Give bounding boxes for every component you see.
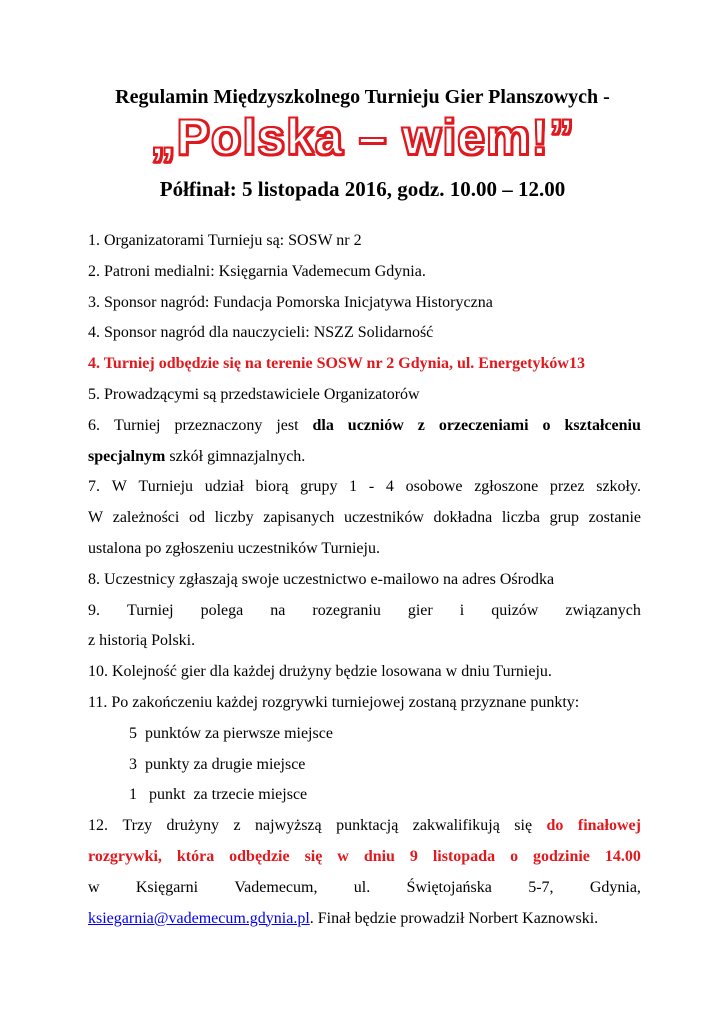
word: się bbox=[514, 817, 533, 835]
word: osobowe bbox=[405, 478, 463, 496]
word: Księgarni bbox=[135, 878, 199, 896]
word: 9 bbox=[409, 847, 418, 865]
rule-groups-line2 bbox=[88, 503, 641, 534]
word: przez bbox=[549, 478, 585, 496]
word: z bbox=[417, 416, 425, 434]
word: W bbox=[111, 478, 127, 496]
word: najwyższą bbox=[255, 817, 322, 835]
word: zostanie bbox=[588, 509, 641, 527]
rule-organizers: 1. Organizatorami Turnieju są: SOSW nr 2 bbox=[88, 232, 362, 249]
rule-final-line3 bbox=[88, 873, 641, 904]
word: kształceniu bbox=[564, 416, 641, 434]
page-title: Regulamin Międzyszkolnego Turnieju Gier Planszowych - bbox=[115, 86, 610, 108]
rule-venue-text: Turniej odbędzie się na terenie SOSW nr 2 Gdynia, ul. Energetyków13 bbox=[103, 355, 585, 373]
word: punktacją bbox=[336, 817, 399, 835]
word: w bbox=[88, 878, 100, 896]
word: zależności bbox=[112, 509, 180, 527]
word: ul. bbox=[353, 878, 371, 896]
word: odbędzie bbox=[229, 847, 290, 865]
rule-prize-sponsor: 3. Sponsor nagród: Fundacja Pomorska Inicjatywa Historyczna bbox=[88, 293, 493, 311]
word: dokładna bbox=[433, 509, 493, 527]
word: związanych bbox=[565, 601, 641, 619]
word: o bbox=[510, 847, 519, 865]
word: Turniej bbox=[127, 601, 174, 619]
points-second-place: 3 punkty za drugie miejsce bbox=[129, 755, 306, 773]
rule-groups-line3: ustalona po zgłoszeniu uczestników Turnieju. bbox=[88, 539, 380, 557]
rule-audience-bold: specjalnym bbox=[88, 447, 166, 465]
word: rozgrywki, bbox=[88, 847, 162, 865]
bookstore-email-link[interactable]: ksiegarnia@vademecum.gdynia.pl bbox=[88, 909, 310, 927]
rule-order: 10. Kolejność gier dla każdej drużyny będzie losowana w dniu Turnieju. bbox=[88, 663, 552, 681]
word: 7. bbox=[88, 478, 100, 496]
word: grupy bbox=[300, 478, 338, 496]
word: Świętojańska bbox=[406, 878, 492, 896]
rule-registration: 8. Uczestnicy zgłaszają swoje uczestnictwo e-mailowo na adres Ośrodka bbox=[88, 570, 555, 588]
word: jest bbox=[276, 416, 299, 434]
word: 5-7, bbox=[528, 878, 554, 896]
word: godzinie bbox=[533, 847, 590, 865]
rule-venue-number: 4. bbox=[88, 355, 104, 373]
slogan-wordart: „Polska – wiem!” bbox=[150, 109, 575, 165]
word: - bbox=[368, 478, 375, 496]
word: 14.00 bbox=[604, 847, 641, 865]
word: Trzy bbox=[122, 817, 153, 835]
word: 4 bbox=[385, 478, 394, 496]
rule-venue bbox=[88, 349, 641, 380]
word: rozegraniu bbox=[312, 601, 381, 619]
rule-audience-line2 bbox=[88, 442, 641, 473]
rule-teacher-sponsor: 4. Sponsor nagród dla nauczycieli: NSZZ Solidarność bbox=[88, 324, 434, 342]
word: Turniej bbox=[113, 416, 161, 434]
rule-final-line2 bbox=[88, 842, 641, 873]
rule-media-patrons: 2. Patroni medialni: Księgarnia Vademecum Gdynia. bbox=[88, 262, 426, 280]
rule-final-line1 bbox=[88, 811, 641, 842]
rule-format-line2: z historią Polski. bbox=[88, 632, 196, 650]
word: 6. bbox=[88, 416, 100, 434]
semifinal-date: Półfinał: 5 listopada 2016, godz. 10.00 – 12.00 bbox=[159, 177, 566, 201]
word: quizów bbox=[491, 601, 539, 619]
word: Turnieju bbox=[138, 478, 194, 496]
word: biorą bbox=[255, 478, 289, 496]
word: przeznaczony bbox=[174, 416, 263, 434]
word: listopada bbox=[432, 847, 496, 865]
word: W bbox=[88, 509, 104, 527]
word: gier bbox=[407, 601, 433, 619]
word: udział bbox=[204, 478, 244, 496]
rule-audience-line1 bbox=[88, 411, 641, 442]
word: zgłoszone bbox=[474, 478, 539, 496]
rule-final-line4 bbox=[88, 904, 641, 935]
word: polega bbox=[200, 601, 244, 619]
word: drużyny bbox=[166, 817, 219, 835]
word: na bbox=[270, 601, 286, 619]
rule-final-host: . Finał będzie prowadził Norbert Kaznowski. bbox=[309, 909, 599, 927]
rule-points-intro: 11. Po zakończeniu każdej rozgrywki turniejowej zostaną przyznane punkty: bbox=[88, 693, 580, 711]
points-first-place: 5 punktów za pierwsze miejsce bbox=[129, 724, 333, 742]
word: uczniów bbox=[347, 416, 404, 434]
word: od bbox=[188, 509, 205, 527]
word: do bbox=[546, 817, 564, 835]
rule-hosts: 5. Prowadzącymi są przedstawiciele Organizatorów bbox=[88, 385, 420, 403]
word: finałowej bbox=[577, 817, 641, 835]
word: i bbox=[459, 601, 465, 619]
word: orzeczeniami bbox=[438, 416, 529, 434]
word: zakwalifikują bbox=[412, 817, 500, 835]
rule-groups-line1 bbox=[88, 472, 641, 503]
word: szkoły. bbox=[596, 478, 641, 496]
word: liczba bbox=[501, 509, 541, 527]
word: zapisanych bbox=[263, 509, 335, 527]
word: 12. bbox=[88, 817, 108, 835]
word: z bbox=[233, 817, 241, 835]
word: liczby bbox=[214, 509, 254, 527]
word: o bbox=[542, 416, 551, 434]
word: 9. bbox=[88, 601, 100, 619]
points-third-place: 1 punkt za trzecie miejsce bbox=[129, 786, 308, 804]
word: w bbox=[337, 847, 349, 865]
word: która bbox=[176, 847, 215, 865]
word: dniu bbox=[363, 847, 395, 865]
rule-format-line1 bbox=[88, 596, 641, 627]
rules-list bbox=[88, 226, 641, 934]
word: 1 bbox=[349, 478, 358, 496]
word: Vademecum, bbox=[234, 878, 318, 896]
word: dla bbox=[312, 416, 334, 434]
word: grup bbox=[549, 509, 579, 527]
word: uczestników bbox=[343, 509, 424, 527]
word: się bbox=[304, 847, 323, 865]
word: Gdynia, bbox=[589, 878, 641, 896]
rule-audience-rest: szkół gimnazjalnych. bbox=[165, 447, 306, 465]
